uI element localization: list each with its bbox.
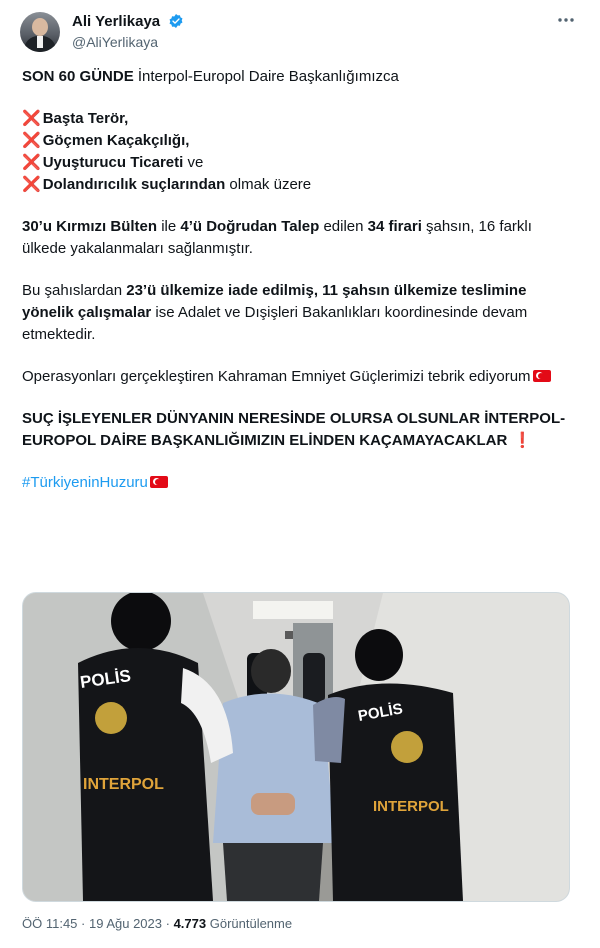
- right-officer-head: [355, 629, 403, 681]
- vest-label-polis: POLİS: [78, 666, 133, 692]
- list-item-bold: Dolandırıcılık suçlarından: [42, 176, 226, 193]
- avatar-shirt: [37, 36, 43, 48]
- tweet-header: [20, 10, 580, 54]
- author-name[interactable]: Ali Yerlikaya: [72, 13, 161, 30]
- views-label: Görüntülenme: [206, 916, 293, 931]
- text-fragment: şahsın, 16 farklı ülkede yakalanmaları sağlanmıştır.: [22, 218, 532, 257]
- list-item-bold: Göçmen Kaçakçılığı,: [42, 132, 190, 149]
- list-item: [22, 132, 189, 149]
- police-badge: [391, 731, 423, 763]
- turkey-flag-icon: [533, 370, 551, 382]
- direct-request-count: 4’ü Doğrudan Talep: [180, 218, 320, 235]
- intro-rest: İnterpol-Europol Daire Başkanlığımızca: [133, 68, 399, 85]
- ceiling-light: [253, 601, 333, 619]
- vest-label-interpol: INTERPOL: [373, 798, 449, 815]
- tweet-time[interactable]: ÖÖ 11:45: [22, 916, 78, 931]
- turkey-flag-icon: [150, 476, 168, 488]
- extradition-bold: 23’ü ülkemize iade edilmiş, 11 şahsın ülkemize teslimine yönelik çalışmalar: [22, 282, 527, 321]
- tweet-text: [22, 66, 578, 494]
- text-fragment: Bu şahıslardan: [22, 282, 127, 299]
- list-item: [22, 176, 311, 193]
- suspect-head: [251, 649, 291, 693]
- tweet-meta: [22, 916, 292, 931]
- exclamation-icon: ❗: [513, 432, 532, 449]
- avatar[interactable]: [20, 12, 60, 52]
- suspect-trousers: [223, 843, 323, 901]
- list-item-rest: olmak üzere: [225, 176, 312, 193]
- police-badge: [95, 702, 127, 734]
- tweet-date[interactable]: 19 Ağu 2023: [88, 916, 162, 931]
- cross-mark-icon: ❌: [22, 110, 41, 127]
- vest-label-polis: POLİS: [356, 700, 405, 725]
- paragraph-intro: [22, 66, 578, 88]
- handcuffed-hands: [251, 793, 295, 815]
- list-item-rest: ve: [183, 154, 204, 171]
- list-item: [22, 154, 203, 171]
- text-fragment: ile: [157, 218, 181, 235]
- red-notice-count: 30’u Kırmızı Bülten: [22, 218, 158, 235]
- more-options-icon[interactable]: [556, 10, 576, 35]
- paragraph-extradition: [22, 280, 578, 346]
- view-count: 4.773: [173, 916, 207, 931]
- background-officer: [303, 653, 325, 703]
- vest-label-interpol: INTERPOL: [83, 776, 164, 793]
- author-info: [72, 13, 184, 50]
- left-officer-head: [111, 593, 171, 651]
- cross-mark-icon: ❌: [22, 176, 41, 193]
- tweet-photo[interactable]: [22, 592, 570, 902]
- right-officer-arm: [313, 697, 345, 763]
- paragraph-captured: [22, 216, 578, 260]
- text-fragment: edilen: [319, 218, 368, 235]
- fugitive-count: 34 firari: [367, 218, 422, 235]
- cross-mark-icon: ❌: [22, 132, 41, 149]
- paragraph-congrats: [22, 366, 578, 388]
- list-item-bold: Başta Terör,: [42, 110, 129, 127]
- separator: ·: [162, 916, 174, 931]
- congrats-text: Operasyonları gerçekleştiren Kahraman Emniyet Güçlerimizi tebrik ediyorum: [22, 368, 531, 385]
- intro-bold: SON 60 GÜNDE: [22, 68, 134, 85]
- cross-mark-icon: ❌: [22, 154, 41, 171]
- avatar-head: [32, 18, 48, 36]
- more-dots-glyph: [556, 10, 576, 30]
- author-handle[interactable]: @AliYerlikaya: [72, 34, 159, 50]
- hashtag-line: [22, 472, 578, 494]
- photo-scene: [23, 593, 569, 901]
- separator: ·: [77, 916, 89, 931]
- text-fragment: ise Adalet ve Dışişleri Bakanlıkları koordinesinde devam etmektedir.: [22, 304, 528, 343]
- list-item-bold: Uyuşturucu Ticareti: [42, 154, 184, 171]
- list-item: [22, 110, 128, 127]
- paragraph-warning: [22, 408, 578, 452]
- hashtag-link[interactable]: #TürkiyeninHuzuru: [22, 474, 148, 491]
- warning-text: SUÇ İŞLEYENLER DÜNYANIN NERESİNDE OLURSA OLSUNLAR İNTERPOL-EUROPOL DAİRE BAŞKANLIĞIMIZIN ELİNDEN KAÇAMAYACAKLAR: [22, 410, 566, 449]
- crime-list: [22, 108, 578, 196]
- verified-badge-icon: [168, 13, 184, 29]
